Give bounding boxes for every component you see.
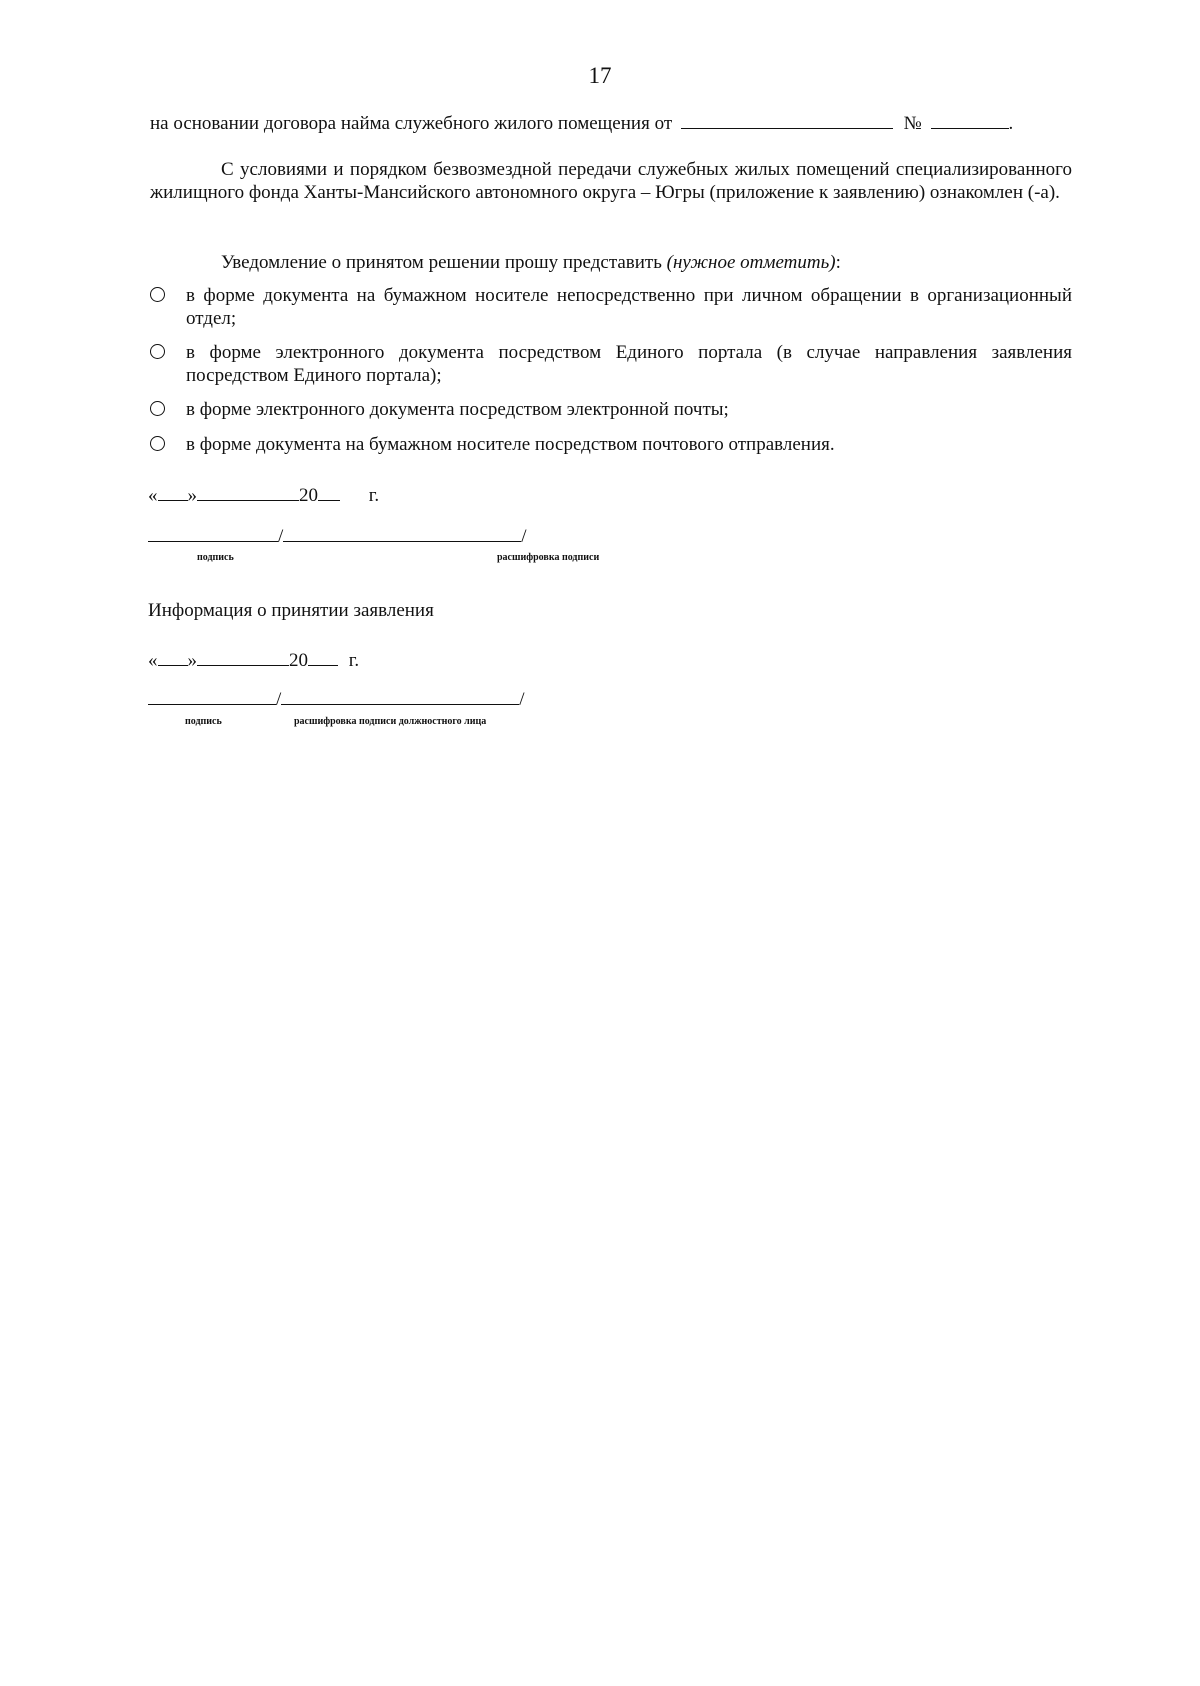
signature-field[interactable] [148, 688, 276, 705]
option-paper-mail[interactable] [150, 433, 1072, 456]
signature-separator-end: / [519, 689, 525, 710]
option-electronic-email[interactable] [150, 398, 1072, 421]
basis-line [150, 110, 1013, 135]
signature-separator: / [276, 689, 282, 710]
conditions-paragraph: С условиями и порядком безвозмездной передачи служебных жилых помещений специализированного жилищного фонда Ханты-Мансийского автономного округа – Югры (приложение к заявлению) ознакомлен (-а). [150, 159, 1072, 203]
month-field[interactable] [197, 647, 289, 666]
year-field[interactable] [308, 647, 338, 666]
acceptance-title: Информация о принятии заявления [148, 600, 434, 621]
notification-colon: : [835, 252, 841, 273]
notification-intro [221, 251, 841, 274]
year-prefix: 20 [289, 650, 308, 671]
applicant-date-row [148, 482, 379, 507]
number-sign: № [903, 113, 922, 134]
signature-separator-end: / [521, 526, 527, 547]
basis-end-period: . [1008, 113, 1014, 134]
acceptance-date-row [148, 647, 359, 672]
option-label: в форме документа на бумажном носителе непосредственно при личном обращении в организационный отдел; [186, 285, 1072, 329]
radio-button[interactable] [150, 344, 165, 359]
acceptance-signature-row [148, 688, 525, 711]
option-paper-personal[interactable] [150, 284, 1072, 330]
contract-number-field[interactable] [931, 110, 1009, 129]
signature-caption: подпись [197, 552, 234, 563]
signature-field[interactable] [148, 525, 278, 542]
decryption-field[interactable] [281, 688, 519, 705]
notification-hint: (нужное отметить) [666, 252, 836, 273]
signature-separator: / [278, 526, 284, 547]
date-close-quote: » [187, 485, 197, 506]
option-label: в форме электронного документа посредством электронной почты; [186, 399, 729, 420]
decryption-field[interactable] [283, 525, 521, 542]
radio-button[interactable] [150, 401, 165, 416]
month-field[interactable] [197, 482, 299, 501]
year-prefix: 20 [299, 485, 318, 506]
option-label: в форме электронного документа посредством Единого портала (в случае направления заявления посредством Единого портала); [186, 342, 1072, 386]
option-electronic-portal[interactable] [150, 341, 1072, 387]
signature-caption: подпись [185, 716, 222, 727]
radio-button[interactable] [150, 287, 165, 302]
year-suffix: г. [368, 485, 380, 506]
option-label: в форме документа на бумажном носителе посредством почтового отправления. [186, 434, 835, 455]
decryption-caption: расшифровка подписи [497, 552, 600, 563]
year-suffix: г. [348, 650, 360, 671]
date-open-quote: « [148, 650, 158, 671]
day-field[interactable] [158, 647, 188, 666]
year-field[interactable] [318, 482, 340, 501]
basis-text: на основании договора найма служебного жилого помещения от [150, 113, 673, 134]
radio-button[interactable] [150, 436, 165, 451]
day-field[interactable] [158, 482, 188, 501]
official-decryption-caption: расшифровка подписи должностного лица [294, 716, 487, 727]
page-number: 17 [588, 63, 612, 88]
notification-intro-text: Уведомление о принятом решении прошу представить [221, 252, 662, 273]
applicant-signature-row [148, 525, 527, 548]
contract-date-field[interactable] [681, 110, 893, 129]
date-open-quote: « [148, 485, 158, 506]
date-close-quote: » [187, 650, 197, 671]
